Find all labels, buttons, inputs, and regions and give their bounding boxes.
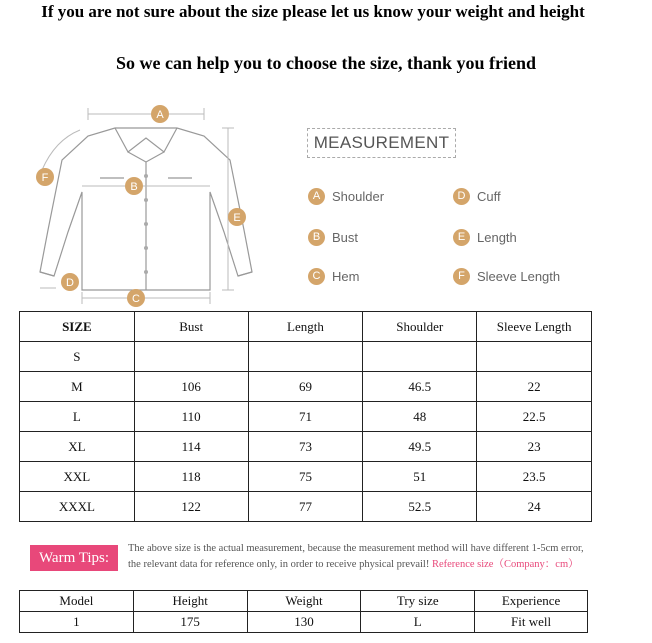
table-row <box>20 492 592 522</box>
header-experience: Experience <box>475 591 588 612</box>
marker-f-icon <box>36 168 54 186</box>
cell-sleeve-length: 23 <box>477 432 592 462</box>
cell-weight: 130 <box>247 612 361 633</box>
table-row <box>20 432 592 462</box>
cell-sleeve-length: 22 <box>477 372 592 402</box>
tips-line-1: The above size is the actual measurement, because the measurement method will have different 1-5cm error, <box>128 543 584 554</box>
cell-bust: 114 <box>134 432 248 462</box>
marker-f-badge: F <box>453 268 470 285</box>
legend-label: Cuff <box>477 189 501 204</box>
marker-d-label: D <box>66 277 74 289</box>
cell-length: 75 <box>248 462 363 492</box>
header-weight: Weight <box>247 591 361 612</box>
header-try-size: Try size <box>361 591 475 612</box>
size-table <box>19 311 592 522</box>
cell-shoulder: 51 <box>363 462 477 492</box>
reference-size-note: Reference size（Company：cm） <box>431 559 579 570</box>
table-row <box>20 342 592 372</box>
headline-weight-height: If you are not sure about the size please let us know your weight and height <box>41 2 585 21</box>
cell-bust: 118 <box>134 462 248 492</box>
cell-length <box>248 342 363 372</box>
marker-a-badge: A <box>308 188 325 205</box>
table-row <box>20 372 592 402</box>
marker-c-label: C <box>132 293 140 305</box>
cell-sleeve-length: 23.5 <box>477 462 592 492</box>
cell-sleeve-length: 24 <box>477 492 592 522</box>
legend-label: Sleeve Length <box>477 269 561 284</box>
tips-line-2 <box>128 557 652 573</box>
warm-tips <box>30 541 650 577</box>
header-sleeve-length: Sleeve Length <box>477 312 592 342</box>
cell-bust: 106 <box>134 372 248 402</box>
marker-f-label: F <box>41 172 49 184</box>
cell-bust <box>134 342 248 372</box>
cell-length: 77 <box>248 492 363 522</box>
measurement-title: MEASUREMENT <box>307 128 456 158</box>
warm-tips-badge: Warm Tips: <box>30 545 118 571</box>
cell-size: M <box>20 372 135 402</box>
legend-item-hem <box>308 268 359 285</box>
size-table-header-row <box>20 312 592 342</box>
header-height: Height <box>133 591 247 612</box>
marker-b-label: B <box>130 181 138 193</box>
table-row <box>20 402 592 432</box>
marker-d-badge: D <box>453 188 470 205</box>
warm-tips-text <box>128 541 652 573</box>
marker-e-badge: E <box>453 229 470 246</box>
cell-length: 73 <box>248 432 363 462</box>
marker-d-icon <box>61 273 79 291</box>
cell-bust: 122 <box>134 492 248 522</box>
cell-shoulder <box>363 342 477 372</box>
header-model: Model <box>20 591 134 612</box>
cell-shoulder: 46.5 <box>363 372 477 402</box>
marker-c-badge: C <box>308 268 325 285</box>
legend-item-shoulder <box>308 188 384 205</box>
header-shoulder: Shoulder <box>363 312 477 342</box>
marker-c-icon <box>127 289 145 307</box>
legend-item-bust <box>308 229 358 246</box>
model-table <box>19 590 588 633</box>
cell-sleeve-length <box>477 342 592 372</box>
cell-size: L <box>20 402 135 432</box>
cell-size: XXL <box>20 462 135 492</box>
header-length: Length <box>248 312 363 342</box>
cell-size: S <box>20 342 135 372</box>
cell-sleeve-length: 22.5 <box>477 402 592 432</box>
legend-item-sleeve-length <box>453 268 560 285</box>
tips-line-2-text: the relevant data for reference only, in order to receive physical prevail! <box>128 559 430 570</box>
marker-a-label: A <box>156 109 164 121</box>
cell-try-size: L <box>361 612 475 633</box>
cell-height: 175 <box>133 612 247 633</box>
header-bust: Bust <box>134 312 248 342</box>
headline-help-choose: So we can help you to choose the size, thank you friend <box>115 53 537 73</box>
marker-e-icon <box>228 208 246 226</box>
marker-a-icon <box>151 105 169 123</box>
marker-b-badge: B <box>308 229 325 246</box>
legend-item-cuff <box>453 188 501 205</box>
legend-label: Hem <box>332 269 360 284</box>
legend-label: Length <box>477 230 517 245</box>
cell-shoulder: 48 <box>363 402 477 432</box>
marker-e-label: E <box>233 212 241 224</box>
cell-experience: Fit well <box>475 612 588 633</box>
model-table-header-row <box>20 591 588 612</box>
legend-label: Bust <box>332 230 359 245</box>
table-row <box>20 462 592 492</box>
legend-item-length <box>453 229 517 246</box>
cell-size: XL <box>20 432 135 462</box>
cell-length: 69 <box>248 372 363 402</box>
cell-shoulder: 52.5 <box>363 492 477 522</box>
header-size: SIZE <box>20 312 135 342</box>
cell-length: 71 <box>248 402 363 432</box>
cell-bust: 110 <box>134 402 248 432</box>
marker-b-icon <box>125 177 143 195</box>
table-row <box>20 612 588 633</box>
cell-model: 1 <box>20 612 134 633</box>
cell-shoulder: 49.5 <box>363 432 477 462</box>
legend-label: Shoulder <box>332 189 385 204</box>
cell-size: XXXL <box>20 492 135 522</box>
